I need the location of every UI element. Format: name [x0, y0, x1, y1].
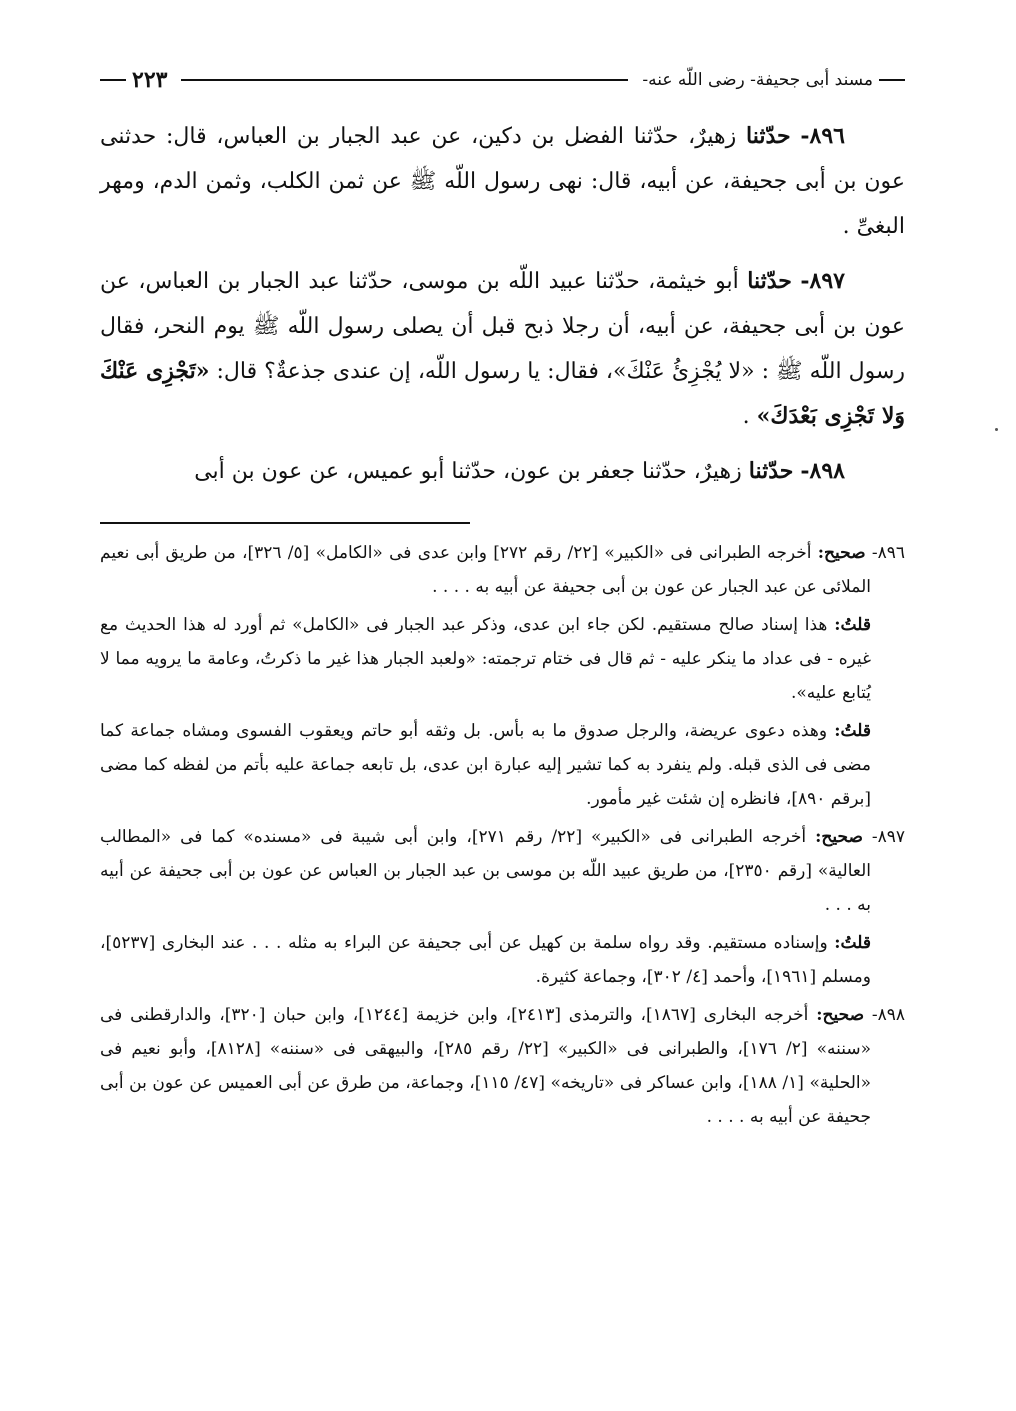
- book-page: [100, 60, 905, 1138]
- footnote-text: أخرجه الطبرانى فى «الكبير» [٢٢/ رقم ٢٧١]، وابن أبى شيبة فى «مسنده» كما فى «المطالب العالية» [رقم ٢٣٥٠]، من طريق عبيد اللّه بن موسى بن عبد الجبار بن العباس عن عون بن أبى جحيفة عن أبيه به . . .: [100, 827, 872, 915]
- footnotes: [100, 536, 905, 1134]
- hadith-896: [100, 114, 905, 249]
- header-rule-left: [100, 79, 126, 81]
- page-header: [100, 60, 905, 100]
- page-number: ٢٢٣: [132, 67, 168, 93]
- footnote-text: أخرجه الطبرانى فى «الكبير» [٢٢/ رقم ٢٧٢] وابن عدى فى «الكامل» [٥/ ٣٢٦]، من طريق أبى نعيم الملائى عن عبد الجبار عن عون بن أبى جحيفة عن أبيه به . . . .: [100, 543, 871, 597]
- footnote-896: [100, 536, 905, 604]
- footnote-grade: صحيح:: [817, 543, 866, 563]
- footnote-comment: [100, 926, 905, 994]
- hadith-number: ٨٩٨-: [800, 458, 845, 484]
- comment-text: وإسناده مستقيم. وقد رواه سلمة بن كهيل عن أبى جحيفة عن البراء به مثله . . . عند البخارى [٥٢٣٧]، ومسلم [١٩٦١]، وأحمد [٤/ ٣٠٢]، وجماعة كثيرة.: [100, 933, 871, 987]
- footnote-number: ٨٩٨-: [871, 1005, 906, 1025]
- footnote-number: ٨٩٦-: [871, 543, 905, 563]
- footnote-grade: صحيح:: [816, 1005, 865, 1025]
- comment-label: قلتُ:: [834, 933, 872, 953]
- hadith-number: ٨٩٧-: [800, 268, 845, 294]
- hadith-898: [100, 449, 905, 494]
- hadith-lead: حدّثنا: [748, 458, 794, 484]
- footnote-comment: [100, 714, 905, 816]
- hadith-number: ٨٩٦-: [800, 123, 845, 149]
- margin-speck: [995, 428, 998, 431]
- running-title: مسند أبى جحيفة- رضى اللّه عنه-: [642, 70, 873, 90]
- hadith-quote: «تَجْزِى عَنْكَ وَلا تَجْزِى بَعْدَكَ»: [100, 358, 905, 429]
- footnote-text: أخرجه البخارى [١٨٦٧]، والترمذى [٢٤١٣]، وابن خزيمة [١٢٤٤]، وابن حبان [٣٢٠]، والدارقطنى فى «سننه» [٢/ ١٧٦]، والطبرانى فى «الكبير» [٢٢/ رقم ٢٨٥]، والبيهقى فى «سننه» [٨١٢٨]، وأبو نعيم فى «الحلية» [١/ ١٨٨]، وابن عساكر فى «تاريخه» [٤٧/ ١١٥]، وجماعة، من طرق عن أبى العميس عن عون بن أبى جحيفة عن أبيه به . . . .: [100, 1005, 872, 1127]
- footnote-grade: صحيح:: [815, 827, 863, 847]
- comment-text: هذا إسناد صالح مستقيم. لكن جاء ابن عدى، وذكر عبد الجبار فى «الكامل» ثم أورد له هذا الحديث مع غيره - فى عداد ما ينكر عليه - ثم قال فى ختام ترجمته: «ولعبد الجبار هذا غير ما ذكرتُ، وعامة ما يرويه مما لا يُتابع عليه».: [100, 615, 871, 703]
- footnote-897: [100, 820, 905, 922]
- header-rule: [181, 79, 628, 81]
- footnote-number: ٨٩٧-: [871, 827, 906, 847]
- comment-text: وهذه دعوى عريضة، والرجل صدوق ما به بأس. بل وثقه أبو حاتم ويعقوب الفسوى ومشاه جماعة كما مضى فى الذى قبله. ولم ينفرد به كما تشير إليه عبارة ابن عدى، بل تابعه جماعة عليه بأتم من لفظه كما مضى [برقم ٨٩٠]، فانظره إن شئت غير مأمور.: [100, 721, 871, 809]
- footnote-comment: [100, 608, 905, 710]
- comment-label: قلتُ:: [834, 615, 871, 635]
- hadith-text: زهيرٌ، حدّثنا الفضل بن دكين، عن عبد الجبار بن العباس، قال: حدثنى عون بن أبى جحيفة، عن أبيه، قال: نهى رسول اللّه ﷺ عن ثمن الكلب، وثمن الدم، ومهر البغىِّ .: [100, 124, 905, 239]
- hadith-text: أبو خيثمة، حدّثنا عبيد اللّه بن موسى، حدّثنا عبد الجبار بن العباس، عن عون بن أبى جحيفة، عن أبيه، أن رجلا ذبح قبل أن يصلى رسول اللّه ﷺ يوم النحر، فقال رسول اللّه ﷺ : «لا يُجْزِئُ عَنْكَ»، فقال: يا رسول اللّه، إن عندى جذعةٌ؟ قال:: [100, 269, 906, 384]
- hadith-lead: حدّثنا: [747, 268, 792, 294]
- hadith-text-end: .: [742, 404, 750, 429]
- hadith-text: زهيرٌ، حدّثنا جعفر بن عون، حدّثنا أبو عميس، عن عون بن أبى: [194, 459, 742, 484]
- footnote-898: [100, 998, 905, 1134]
- hadith-897: [100, 259, 905, 439]
- footnote-separator: [100, 522, 470, 524]
- main-text: [100, 114, 905, 494]
- comment-label: قلتُ:: [834, 721, 872, 741]
- header-rule-right: [879, 79, 905, 81]
- hadith-lead: حدّثنا: [745, 123, 791, 149]
